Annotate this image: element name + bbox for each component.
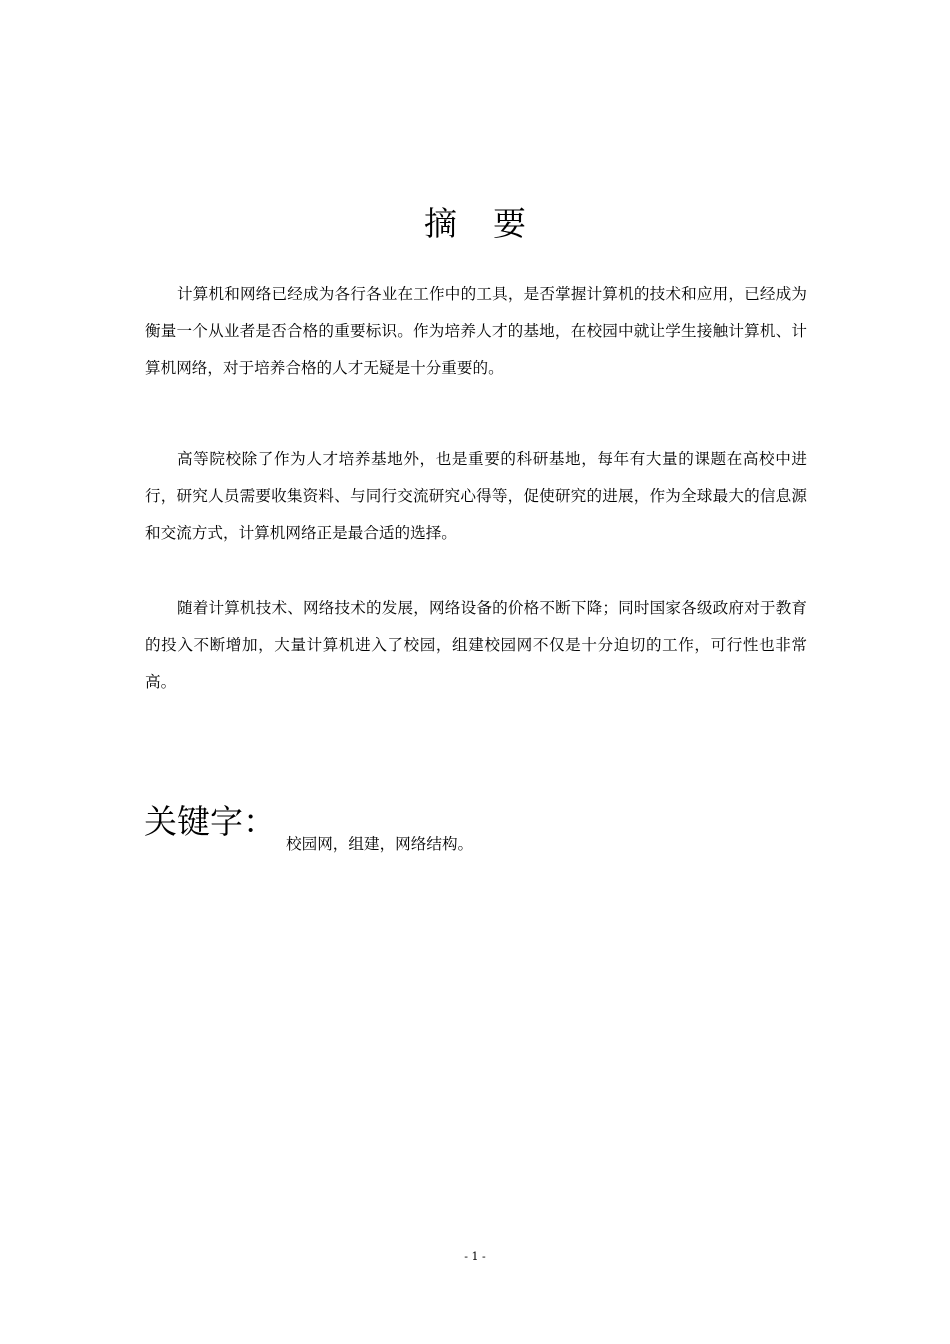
keywords-value: 校园网，组建，网络结构。 <box>286 835 474 853</box>
abstract-paragraph-2: 高等院校除了作为人才培养基地外，也是重要的科研基地，每年有大量的课题在高校中进行，研究人员需要收集资料、与同行交流研究心得等，促使研究的进展，作为全球最大的信息源和交流方式，计算机网络正是最合适的选择。 <box>145 450 807 542</box>
abstract-paragraph-1: 计算机和网络已经成为各行各业在工作中的工具，是否掌握计算机的技术和应用，已经成为衡量一个从业者是否合格的重要标识。作为培养人才的基地，在校园中就让学生接触计算机、计算机网络，对于培养合格的人才无疑是十分重要的。 <box>145 285 807 377</box>
abstract-title <box>0 202 950 246</box>
page-number: - 1 - <box>464 1250 486 1263</box>
abstract-paragraph-3: 随着计算机技术、网络技术的发展，网络设备的价格不断下降；同时国家各级政府对于教育的投入不断增加，大量计算机进入了校园，组建校园网不仅是十分迫切的工作，可行性也非常高。 <box>145 599 807 691</box>
abstract-title-char-1: 摘 <box>424 204 457 243</box>
keywords-label: 关键字： <box>144 802 276 841</box>
abstract-title-char-2: 要 <box>493 204 526 243</box>
